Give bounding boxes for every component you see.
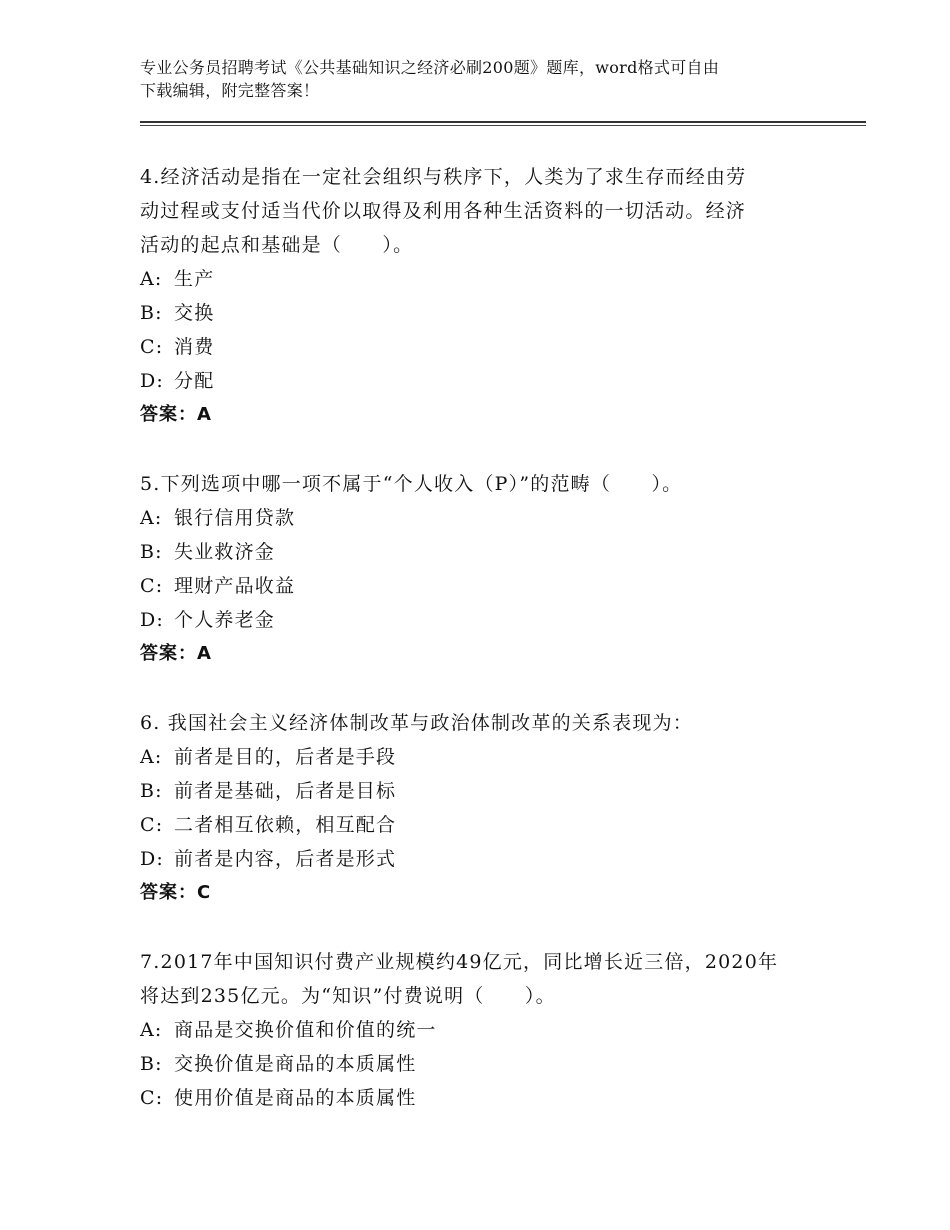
- option-b: [140, 296, 820, 330]
- option-d: [140, 842, 820, 876]
- option-letter: A:: [140, 1019, 163, 1041]
- option-letter: C:: [140, 575, 164, 597]
- option-letter: A:: [140, 507, 163, 529]
- option-text: 使用价值是商品的本质属性: [174, 1087, 417, 1109]
- option-letter: B:: [140, 541, 163, 563]
- option-c: [140, 1081, 820, 1115]
- option-text: 交换价值是商品的本质属性: [174, 1053, 417, 1075]
- option-text: 交换: [174, 302, 215, 324]
- option-a: [140, 501, 820, 535]
- option-letter: C:: [140, 336, 164, 358]
- option-letter: A:: [140, 746, 163, 768]
- option-letter: C:: [140, 814, 164, 836]
- header-divider-thick: [140, 121, 866, 123]
- question-stem: [140, 706, 820, 740]
- question-4: [140, 160, 820, 432]
- option-letter: C:: [140, 1087, 164, 1109]
- option-d: [140, 603, 820, 637]
- answer-line: 答案：A: [140, 404, 212, 425]
- option-letter: D:: [140, 609, 165, 631]
- option-b: [140, 535, 820, 569]
- option-a: [140, 262, 820, 296]
- option-text: 前者是目的，后者是手段: [174, 746, 397, 768]
- option-a: [140, 740, 820, 774]
- option-c: [140, 569, 820, 603]
- option-b: [140, 774, 820, 808]
- option-text: 消费: [174, 336, 215, 358]
- option-text: 二者相互依赖，相互配合: [174, 814, 397, 836]
- question-stem: [140, 945, 820, 1013]
- stem-line: 7.2017年中国知识付费产业规模约49亿元，同比增长近三倍，2020年: [140, 951, 779, 973]
- option-text: 理财产品收益: [174, 575, 296, 597]
- option-text: 个人养老金: [174, 609, 276, 631]
- option-a: [140, 1013, 820, 1047]
- option-letter: A:: [140, 268, 163, 290]
- option-b: [140, 1047, 820, 1081]
- stem-line: 4.经济活动是指在一定社会组织与秩序下，人类为了求生存而经由劳: [140, 166, 747, 188]
- stem-line: 动过程或支付适当代价以取得及利用各种生活资料的一切活动。经济: [140, 200, 747, 222]
- question-6: [140, 706, 820, 910]
- option-letter: D:: [140, 370, 165, 392]
- option-letter: D:: [140, 848, 165, 870]
- question-5: [140, 467, 820, 671]
- option-text: 分配: [174, 370, 215, 392]
- stem-line: 将达到235亿元。为“知识”付费说明（ ）。: [140, 985, 556, 1007]
- question-stem: [140, 467, 820, 501]
- option-d: [140, 364, 820, 398]
- option-text: 前者是内容，后者是形式: [174, 848, 397, 870]
- header-divider-thin: [140, 125, 866, 126]
- stem-line: 活动的起点和基础是（ ）。: [140, 234, 414, 256]
- option-c: [140, 330, 820, 364]
- option-text: 银行信用贷款: [174, 507, 296, 529]
- header-line-1: 专业公务员招聘考试《公共基础知识之经济必刷200题》题库，word格式可自由: [140, 58, 720, 77]
- option-text: 失业救济金: [174, 541, 276, 563]
- option-c: [140, 808, 820, 842]
- document-header: [140, 56, 820, 102]
- stem-line: 6. 我国社会主义经济体制改革与政治体制改革的关系表现为：: [140, 712, 693, 734]
- option-letter: B:: [140, 1053, 163, 1075]
- question-stem: [140, 160, 820, 262]
- option-text: 生产: [174, 268, 215, 290]
- option-letter: B:: [140, 780, 163, 802]
- question-7: [140, 945, 820, 1115]
- answer-line: 答案：C: [140, 882, 212, 903]
- option-text: 商品是交换价值和价值的统一: [174, 1019, 437, 1041]
- option-text: 前者是基础，后者是目标: [174, 780, 397, 802]
- stem-line: 5.下列选项中哪一项不属于“个人收入（P）”的范畴（ ）。: [140, 473, 683, 495]
- option-letter: B:: [140, 302, 163, 324]
- answer-line: 答案：A: [140, 643, 212, 664]
- header-line-2: 下载编辑，附完整答案！: [140, 81, 320, 100]
